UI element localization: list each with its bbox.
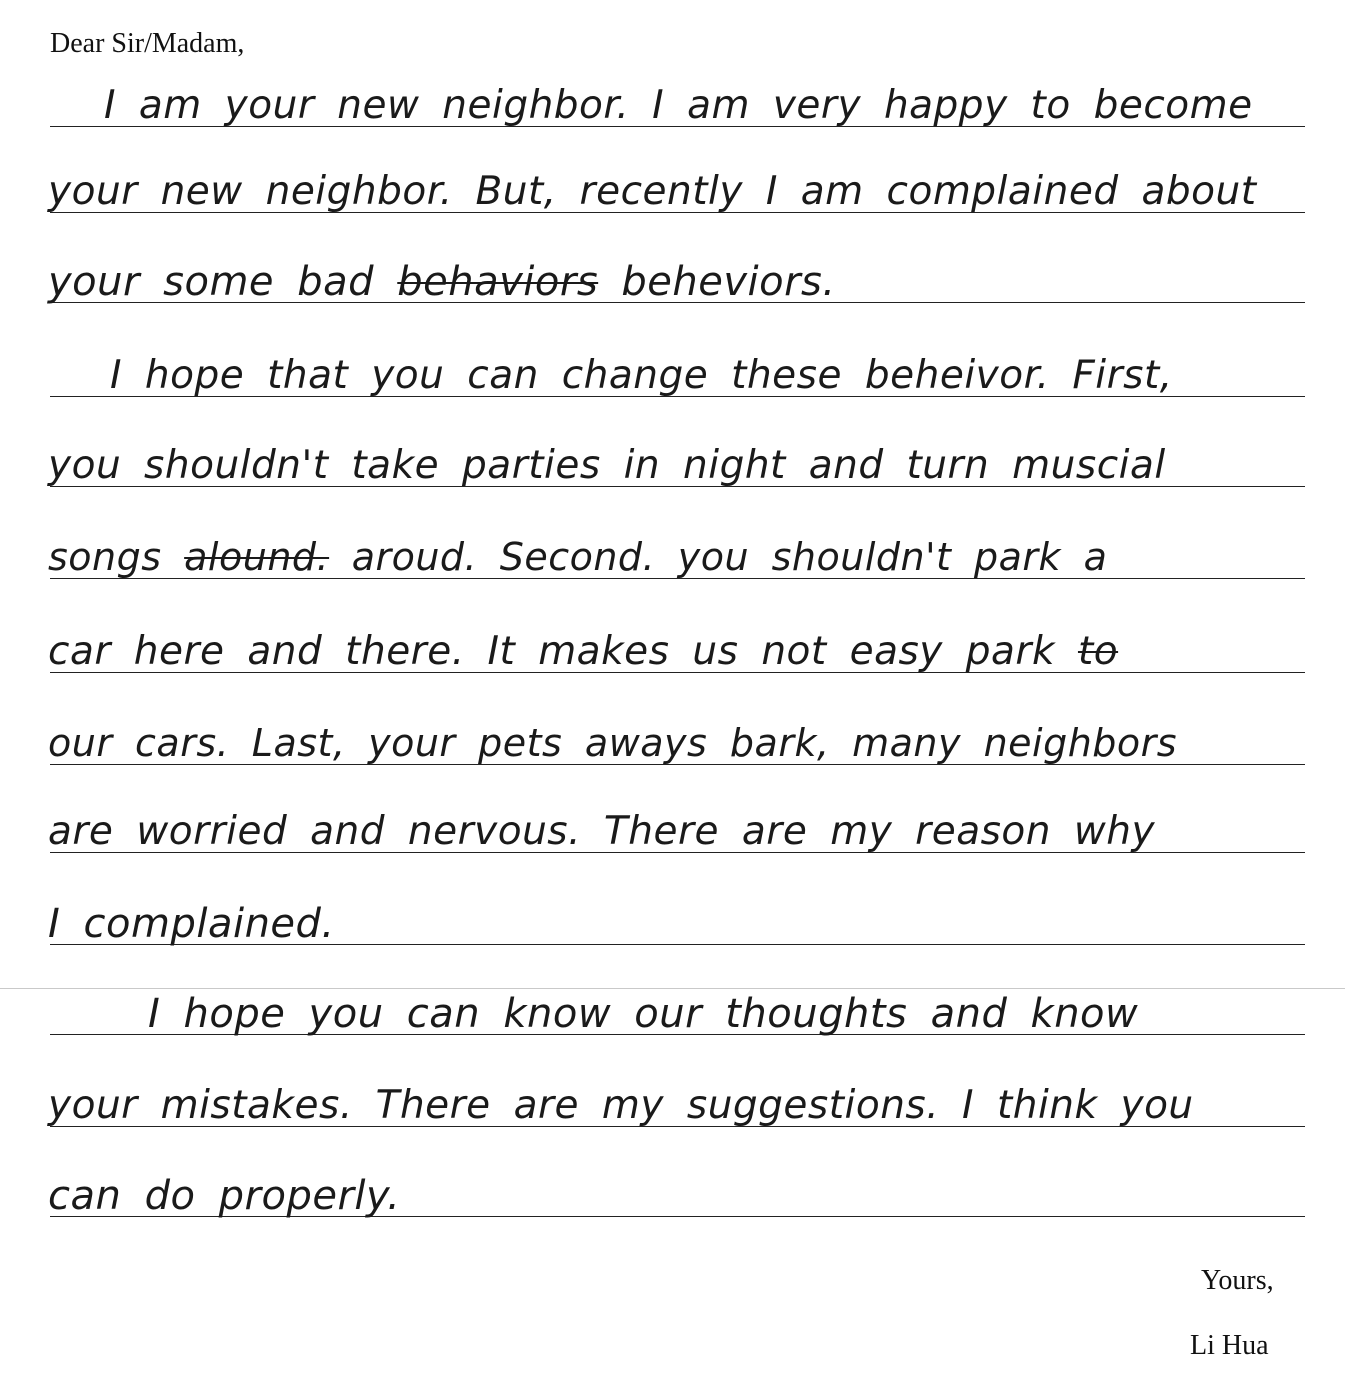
line-text: songs xyxy=(48,535,185,579)
line-text: I hope that you can change these beheivor. First, xyxy=(110,353,1173,398)
line-text: your new neighbor. But, recently I am complained about xyxy=(48,169,1257,214)
line-text: your some bad xyxy=(48,259,398,305)
scan-divider xyxy=(0,988,1345,989)
handwritten-line xyxy=(48,721,1308,765)
line-text: our cars. Last, your pets aways bark, many neighbors xyxy=(48,721,1178,765)
handwritten-line xyxy=(48,991,1345,1037)
handwritten-line xyxy=(48,901,1308,947)
handwritten-line xyxy=(48,259,1308,305)
struck-word: behaviors xyxy=(397,259,599,305)
struck-word: to xyxy=(1077,629,1119,674)
signature: Li Hua xyxy=(1190,1330,1269,1361)
handwritten-line xyxy=(48,169,1308,214)
handwritten-line xyxy=(48,629,1308,674)
handwritten-line xyxy=(48,535,1308,579)
line-text: I hope you can know our thoughts and know xyxy=(148,991,1139,1037)
line-text: beheviors. xyxy=(598,259,836,305)
salutation: Dear Sir/Madam, xyxy=(50,28,245,59)
line-text: can do properly. xyxy=(48,1173,401,1219)
closing: Yours, xyxy=(1201,1265,1274,1296)
handwritten-line xyxy=(48,809,1308,854)
handwritten-line xyxy=(48,1173,1308,1219)
struck-word: alound. xyxy=(184,535,330,579)
line-text: are worried and nervous. There are my reason why xyxy=(48,809,1156,854)
handwritten-line xyxy=(48,443,1308,488)
line-text: your mistakes. There are my suggestions. I think you xyxy=(48,1083,1194,1128)
line-text: car here and there. It makes us not easy park xyxy=(48,629,1078,674)
handwritten-line xyxy=(48,353,1345,398)
line-text: I complained. xyxy=(48,901,335,947)
line-text: aroud. Second. you shouldn't park a xyxy=(329,535,1108,579)
line-text: you shouldn't take parties in night and turn muscial xyxy=(48,443,1166,488)
line-text: I am your new neighbor. I am very happy to become xyxy=(104,83,1253,128)
handwritten-line xyxy=(48,1083,1308,1128)
handwritten-line xyxy=(48,83,1345,128)
